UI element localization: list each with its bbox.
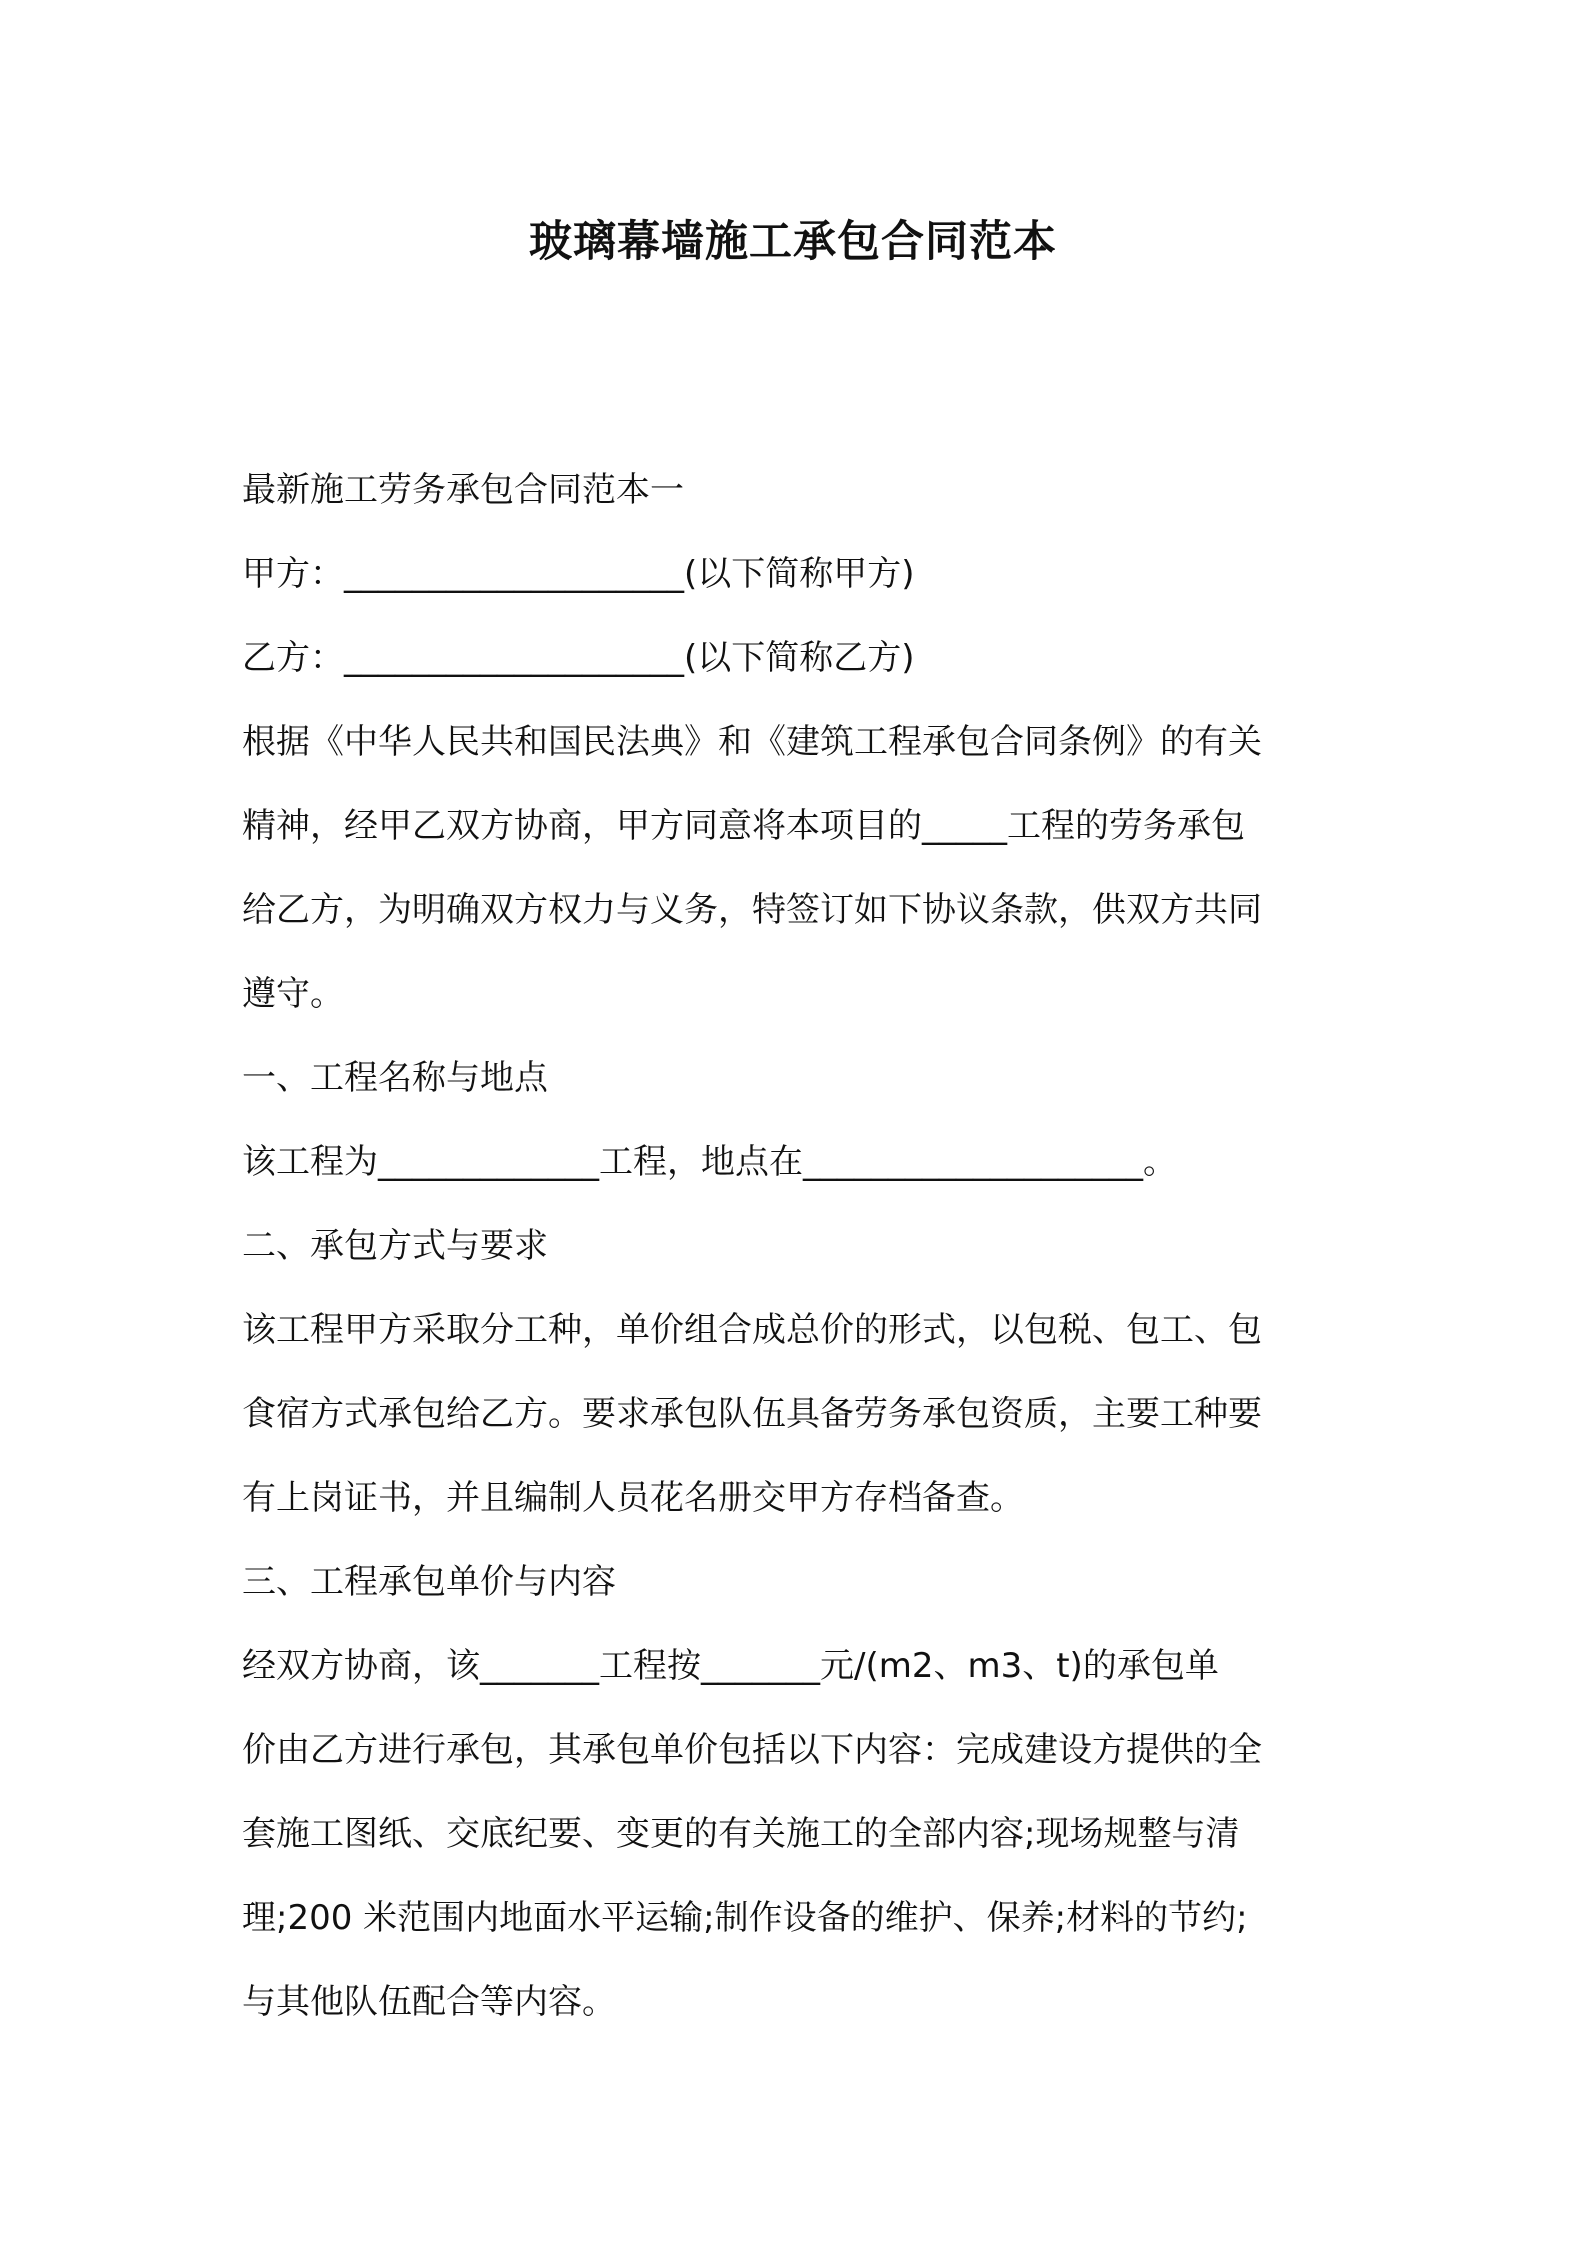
- document-body: [242, 448, 1362, 2044]
- section-heading-3: 三、工程承包单价与内容: [242, 1562, 616, 1602]
- party-a-line: 甲方：____________________(以下简称甲方): [242, 554, 915, 594]
- preamble-line: 精神，经甲乙双方协商，甲方同意将本项目的_____工程的劳务承包: [242, 806, 1245, 846]
- section-2-text: 该工程甲方采取分工种，单价组合成总价的形式，以包税、包工、包: [242, 1310, 1262, 1350]
- section-3-text: 价由乙方进行承包，其承包单价包括以下内容：完成建设方提供的全: [242, 1730, 1262, 1770]
- preamble-line: 给乙方，为明确双方权力与义务，特签订如下协议条款，供双方共同: [242, 890, 1262, 930]
- party-b-line: 乙方：____________________(以下简称乙方): [242, 638, 915, 678]
- section-2-text: 食宿方式承包给乙方。要求承包队伍具备劳务承包资质，主要工种要: [242, 1394, 1262, 1434]
- preamble-line: 根据《中华人民共和国民法典》和《建筑工程承包合同条例》的有关: [242, 722, 1262, 762]
- section-3-text: 套施工图纸、交底纪要、变更的有关施工的全部内容;现场规整与清: [242, 1814, 1240, 1854]
- section-3-text: 经双方协商，该_______工程按_______元/(m2、m3、t)的承包单: [242, 1646, 1219, 1686]
- section-3-text: 与其他队伍配合等内容。: [242, 1982, 616, 2022]
- section-1-text: 该工程为_____________工程，地点在____________________。: [242, 1142, 1177, 1182]
- preamble-line: 遵守。: [242, 974, 344, 1014]
- contract-subtitle: 最新施工劳务承包合同范本一: [242, 470, 684, 510]
- section-2-text: 有上岗证书，并且编制人员花名册交甲方存档备查。: [242, 1478, 1024, 1518]
- document-title: 玻璃幕墙施工承包合同范本: [529, 217, 1057, 267]
- section-3-text: 理;200 米范围内地面水平运输;制作设备的维护、保养;材料的节约;: [242, 1898, 1248, 1938]
- section-heading-2: 二、承包方式与要求: [242, 1226, 548, 1266]
- section-heading-1: 一、工程名称与地点: [242, 1058, 548, 1098]
